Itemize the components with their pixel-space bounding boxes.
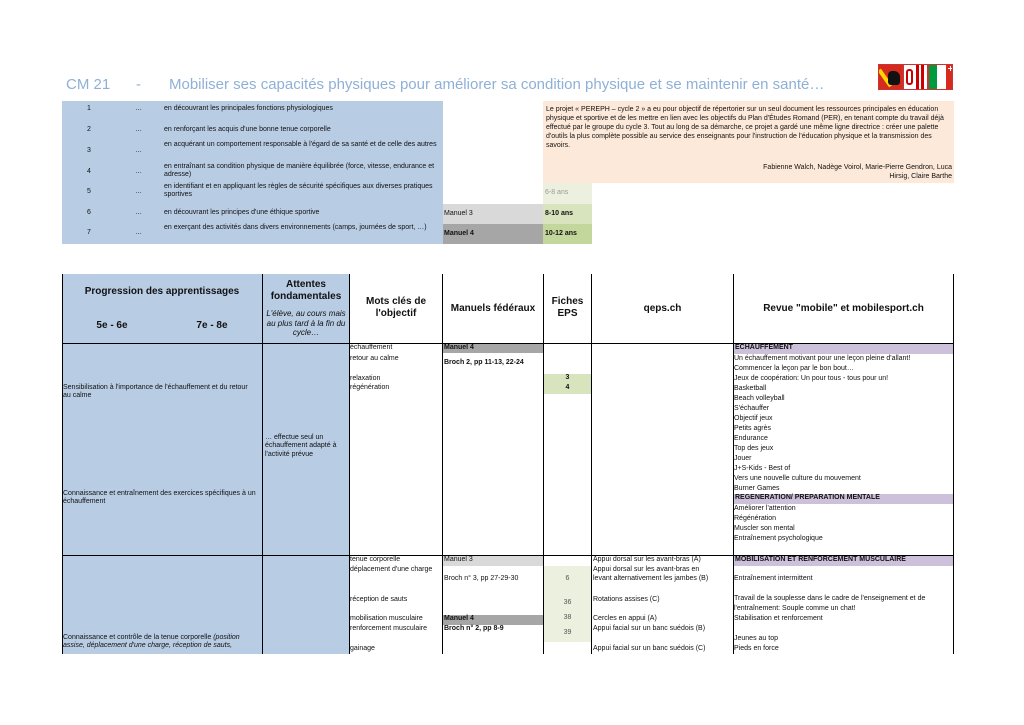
objective-number: 2: [87, 126, 91, 133]
authors-line-2: Hirsig, Claire Barthe: [889, 173, 952, 180]
qeps-item: Appui dorsal sur les avant-bras en: [593, 566, 700, 573]
progression-block1-bg: [62, 344, 263, 555]
objective-dots: …: [135, 147, 142, 154]
manuel-header: Manuel 3: [443, 556, 543, 566]
header-mots-cles: Mots clés de l'objectif: [365, 296, 427, 319]
revue-item: Jeunes au top: [734, 635, 778, 642]
keyword: renforcement musculaire: [350, 625, 428, 632]
objective-dots: …: [135, 168, 142, 175]
revue-item: Travail de la souplesse dans le cadre de l'enseignement et de: [734, 595, 926, 602]
objective-text: en identifiant et en appliquant les règles de sécurité spécifiques aux diverses pratiques sportives: [164, 183, 433, 199]
bern-flag-icon: [878, 64, 903, 90]
revue-item: Entraînement intermittent: [734, 575, 813, 582]
keyword: mobilisation musculaire: [350, 615, 423, 622]
keyword: régénération: [350, 384, 390, 391]
keyword: déplacement d'une charge: [350, 566, 433, 573]
revue-item: Petits agrès: [734, 425, 771, 432]
fiche-number: 3: [544, 374, 591, 384]
jura-flag-icon: [903, 64, 928, 90]
revue-section-header: ECHAUFFEMENT: [734, 344, 953, 354]
keyword: tenue corporelle: [350, 556, 401, 563]
header-progression: Progression des apprentissages: [84, 286, 240, 297]
age-6-8: 6-8 ans: [543, 183, 592, 204]
qeps-item: Appui facial sur un banc suédois (C): [593, 645, 706, 652]
qeps-item: Appui dorsal sur les avant-bras (A): [593, 556, 701, 563]
progression-header-bg: [62, 274, 263, 343]
page-title: Mobiliser ses capacités physiques pour améliorer sa condition physique et se maintenir en santé…: [169, 76, 825, 93]
objective-text: en exerçant des activités dans divers environnements (camps, journées de sport, …): [164, 224, 427, 231]
revue-item: Objectif jeux: [734, 415, 773, 422]
revue-item: Régénération: [734, 515, 777, 522]
revue-item: Pieds en force: [734, 645, 779, 652]
revue-item: Muscler son mental: [734, 525, 795, 532]
objective-row-6: [62, 209, 443, 225]
objectives-list: [62, 101, 443, 244]
objective-row-5: [62, 183, 443, 203]
revue-item: Top des jeux: [734, 445, 774, 452]
revue-item: Entraînement psychologique: [734, 535, 823, 542]
objective-dots: …: [135, 229, 142, 236]
objective-number: 6: [87, 209, 91, 216]
canton-flags: [878, 64, 954, 90]
objective-row-3: [62, 141, 443, 161]
grid-line: [262, 274, 263, 654]
fiche-number: 36: [544, 586, 591, 612]
grid-line: [953, 274, 954, 654]
fiche-number: 4: [544, 384, 591, 394]
objective-text: en acquérant un comportement responsable à l'égard de sa santé et de celle des autres: [164, 141, 437, 148]
objective-text: en découvrant les principes d'une éthique sportive: [164, 209, 320, 216]
objective-text: en entraînant sa condition physique de manière équilibrée (force, vitesse, endurance et adresse): [164, 163, 435, 179]
keyword: réception de sauts: [350, 596, 408, 603]
revue-item: Jeux de coopération: Un pour tous - tous pour un!: [734, 375, 889, 382]
qeps-item: levant alternativement les jambes (B): [593, 575, 709, 582]
objective-code: CM 21: [66, 76, 111, 93]
objective-number: 4: [87, 168, 91, 175]
revue-item: J+S-Kids - Best of: [734, 465, 791, 472]
revue-item: S'échauffer: [734, 405, 770, 412]
revue-item: l'entraînement: Souple comme un chat!: [734, 605, 856, 612]
objective-dots: …: [135, 105, 142, 112]
progression-text: Sensibilisation à l'importance de l'échauffement et du retour au calme: [63, 384, 248, 400]
manuel-header: Manuel 4: [443, 615, 543, 625]
revue-item: Beach volleyball: [734, 395, 785, 402]
header-age-5-6: 5e - 6e: [96, 320, 128, 331]
manuel-ref: Broch 2, pp 11-13, 22-24: [444, 359, 524, 366]
grid-line: [62, 274, 63, 654]
objective-row-7: [62, 224, 443, 244]
intro-text: Le projet « PEREPH – cycle 2 » a eu pour objectif de répertorier sur un seul document les ressources principales en éducation physique et sportive et de les mettre en lien avec les objectifs du Plan d'Études Romand (PER), en tenant compte du travail déjà effectué par le groupe du cycle 3. Tout au long de sa démarche, ce projet a gardé une même ligne directrice : créer une palette d'outils la plus complète possible au service des enseignants pour l'instruction de l'éducation physique et la transmission des savoirs.: [546, 106, 944, 149]
revue-item: Jouer: [734, 455, 752, 462]
objective-text: en renforçant les acquis d'une bonne tenue corporelle: [164, 126, 331, 133]
neuchatel-flag-icon: [928, 64, 953, 90]
authors-line-1: Fabienne Walch, Nadège Voirol, Marie-Pierre Gendron, Luca: [763, 164, 952, 171]
objective-row-4: [62, 163, 443, 183]
qeps-item: Rotations assises (C): [593, 596, 660, 603]
keyword: échauffement: [350, 344, 393, 351]
revue-item: Vers une nouvelle culture du mouvement: [734, 475, 861, 482]
objective-number: 7: [87, 229, 91, 236]
objective-dots: …: [135, 188, 142, 195]
header-revue: Revue "mobile" et mobilesport.ch: [763, 303, 924, 314]
manuel-3-label: Manuel 3: [443, 204, 543, 224]
manuel-4-label: Manuel 4: [443, 224, 543, 244]
progression-text: Connaissance et entraînement des exercices spécifiques à un échauffement: [63, 490, 256, 506]
header-attentes: Attentes fondamentales: [270, 279, 342, 302]
keyword: gainage: [350, 645, 375, 652]
header-fiches: Fiches EPS: [551, 296, 584, 319]
revue-section-header: MOBILISATION ET RENFORCEMENT MUSCULAIRE: [734, 556, 953, 566]
revue-section-header: REGENERATION/ PREPARATION MENTALE: [734, 494, 953, 504]
fiche-number: 38: [544, 612, 591, 624]
progression-italic: (position assise, déplacement d'une charge, réception de sauts,: [63, 634, 240, 650]
objective-number: 3: [87, 147, 91, 154]
revue-item: Burner Games: [734, 485, 780, 492]
revue-item: Endurance: [734, 435, 768, 442]
fiche-number: 6: [544, 566, 591, 586]
grid-line: [442, 274, 443, 654]
header-age-7-8: 7e - 8e: [196, 320, 228, 331]
attente-text: … effectue seul un échauffement adapté à l'activité prévue: [265, 434, 337, 458]
header-manuels: Manuels fédéraux: [450, 303, 536, 314]
qeps-item: Cercles en appui (A): [593, 615, 657, 622]
header-attentes-sub: L'élève, au cours mais au plus tard à la fin du cycle…: [266, 309, 346, 338]
keyword: retour au calme: [350, 355, 399, 362]
revue-item: Basketball: [734, 385, 767, 392]
objective-row-1: [62, 105, 443, 125]
age-10-12: 10-12 ans: [543, 224, 592, 244]
manuel-ref: Broch n° 3, pp 27-29-30: [444, 575, 519, 582]
age-8-10: 8-10 ans: [543, 204, 592, 224]
objective-number: 1: [87, 105, 91, 112]
revue-item: Un échauffement motivant pour une leçon pleine d'allant!: [734, 355, 911, 362]
revue-item: Améliorer l'attention: [734, 505, 796, 512]
grid-line: [591, 274, 592, 654]
attentes-block2-bg: [263, 556, 349, 654]
revue-item: Commencer la leçon par le bon bout…: [734, 365, 854, 372]
keyword: relaxation: [350, 375, 381, 382]
qeps-item: Appui facial sur un banc suédois (B): [593, 625, 706, 632]
objective-text: en découvrant les principales fonctions physiologiques: [164, 105, 333, 112]
manuel-header: Manuel 4: [443, 344, 543, 353]
progression-text: [63, 634, 259, 651]
manuel-ref: Broch n° 2, pp 8-9: [444, 625, 504, 632]
title-dash: -: [136, 76, 141, 93]
main-table: [62, 274, 954, 654]
header-qeps: qeps.ch: [643, 303, 682, 314]
objective-number: 5: [87, 188, 91, 195]
objective-dots: …: [135, 126, 142, 133]
progression-main: Connaissance et contrôle de la tenue corporelle: [63, 634, 212, 641]
fiche-number: 39: [544, 624, 591, 642]
revue-item: Stabilisation et renforcement: [734, 615, 823, 622]
objective-dots: …: [135, 209, 142, 216]
